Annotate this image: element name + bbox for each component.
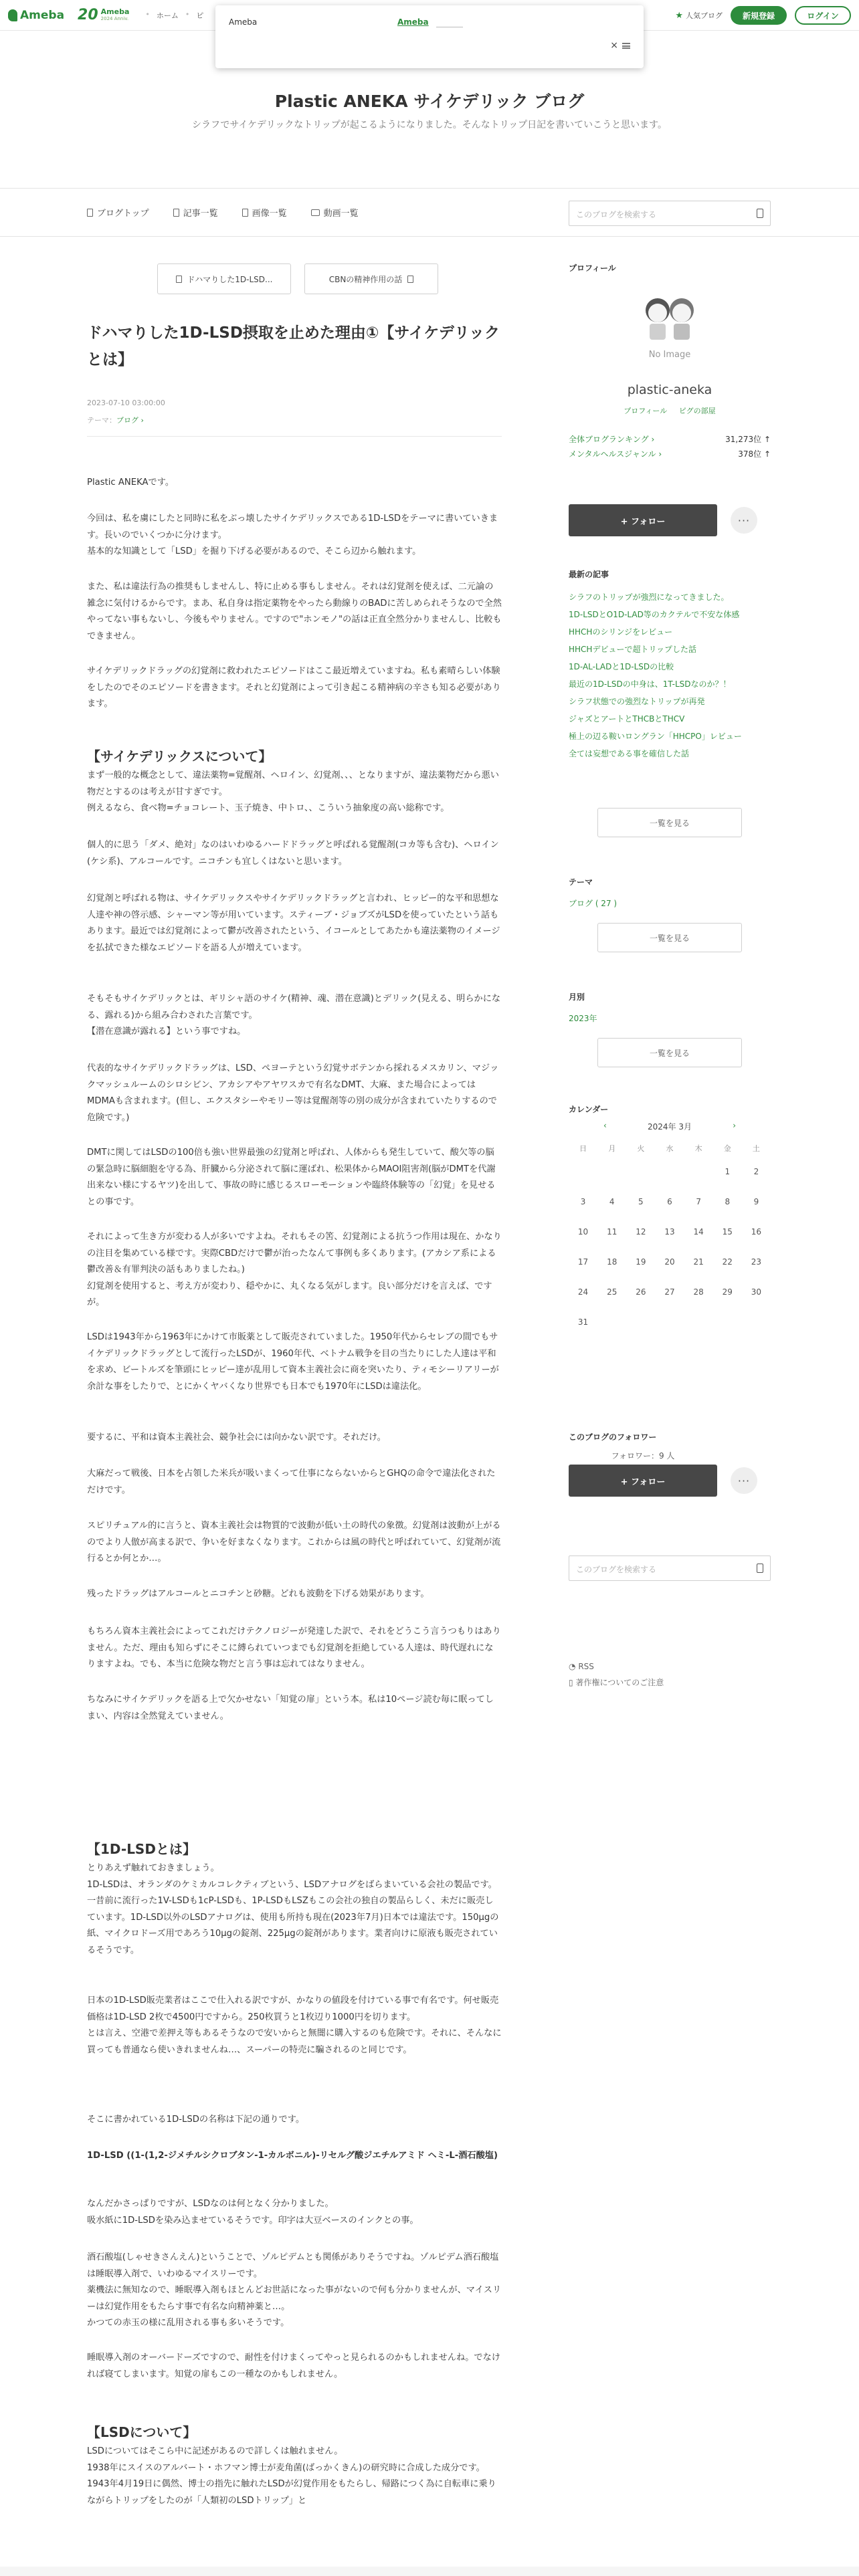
login-button[interactable]: ログイン — [795, 6, 851, 25]
article-paragraph: 要するに、平和は資本主義社会、競争社会には向かない訳です。それだけ。 — [87, 1432, 386, 1442]
popular-blogs-link[interactable] — [675, 10, 723, 21]
article-paragraph: スピリチュアル的に言うと、資本主義社会は物質的で波動が低い土の時代の象徴。幻覚剤は波動が上がるのでより人倣が高まる訳で、争いを好まなくなります。これからは風の時代と呼ばれていて、幻覚剤が流行るとか何とか…。 — [87, 1521, 501, 1564]
global-nav-pigg[interactable]: ピ — [196, 11, 204, 20]
recent-article-link[interactable]: ジャズとアートとTHCBとTHCV — [569, 714, 685, 724]
article-title: ドハマりした1D-LSD摂取を止めた理由①【サイケデリックとは】 — [87, 324, 500, 368]
recent-article-link[interactable]: 1D-AL-LADと1D-LSDの比較 — [569, 662, 674, 671]
crown-icon: ★ — [675, 10, 683, 21]
calendar-day[interactable]: 9 — [753, 1197, 759, 1206]
calendar-day[interactable]: 6 — [667, 1197, 672, 1206]
calendar-day[interactable]: 20 — [664, 1257, 675, 1267]
calendar-day[interactable]: 1 — [725, 1167, 731, 1176]
profile-name[interactable]: plastic-aneka — [627, 383, 712, 397]
calendar-weekday: 金 — [723, 1144, 731, 1153]
global-nav-home[interactable]: ホーム — [156, 11, 179, 20]
calendar-day — [742, 1307, 771, 1337]
recent-article-link[interactable]: HHCHデビューで超トリップした話 — [569, 645, 696, 654]
calendar-day — [597, 1307, 626, 1337]
recent-article-link[interactable]: 極上の辺る鞍いロングラン「HHCPO」レビュー — [569, 732, 742, 741]
calendar-day[interactable]: 22 — [722, 1257, 733, 1267]
ranking-value: 378位 ↑ — [738, 449, 771, 459]
calendar-day[interactable]: 13 — [664, 1227, 675, 1237]
calendar-day[interactable]: 8 — [725, 1197, 731, 1206]
calendar-day[interactable]: 11 — [607, 1227, 617, 1237]
article-paragraph: また、私は違法行為の推奨もしませんし、特に止める事もしません。それは幻覚剤を使えば、二元論の雑念に気付けるからです。まあ、私自身は指定薬物をやったら動線りのBADに苦しめられそうなので全然やってない事もないし、今後もやりません。ですので"ホンモノ"の話は正直全然分かりませんし、比較もできません。 — [87, 582, 502, 641]
blog-search-input[interactable] — [569, 201, 771, 226]
followers-heading: このブログのフォロワー — [569, 1432, 657, 1442]
copyright-label: 著作権についてのご注意 — [575, 1678, 664, 1687]
next-article-button[interactable] — [304, 263, 438, 294]
calendar-month-title — [569, 1121, 771, 1132]
calendar-day[interactable]: 31 — [577, 1317, 589, 1327]
popular-blogs-label: 人気ブログ — [686, 11, 723, 20]
anniversary-badge — [78, 7, 129, 23]
calendar-day[interactable]: 5 — [638, 1197, 644, 1206]
section-heading: 【1D-LSDとは】 — [87, 1841, 196, 1857]
ameba-leaf-icon — [8, 9, 17, 21]
article-paragraph: 日本の1D-LSD販売業者はここで仕入れる訳ですが、かなりの値段を付けている事で有名です。何せ販売価格は1D-LSD 2枚で4500円ですから。250枚買うと1枚辺り1000円を切ります。 とは言え、空港で差押え等もあるそうなので安いからと無闇に購入するのも危険です。それに、そんなに買っても普通なら使いきれませんね…、スーパーの特売に騙されるのと同じです。 — [87, 1996, 502, 2055]
ameba-logo[interactable] — [8, 9, 64, 22]
prev-article-label: ドハマりした1D-LSD... — [187, 274, 273, 284]
nav-video-list[interactable] — [311, 206, 359, 219]
see-all-months-button[interactable]: 一覧を見る — [597, 1038, 742, 1067]
recent-article-link[interactable]: 最近の1D-LSDの中身は、1T-LSDなのか？！ — [569, 679, 731, 689]
search-icon[interactable] — [757, 1564, 763, 1573]
calendar-day[interactable]: 16 — [751, 1227, 762, 1237]
nav-image-list-label: 画像一覧 — [252, 209, 287, 219]
nav-article-list[interactable] — [173, 206, 218, 219]
calendar-day[interactable]: 21 — [693, 1257, 704, 1267]
ranking-label: 全体ブログランキング › — [569, 435, 655, 444]
article-paragraph: 今回は、私を虜にしたと同時に私をぶっ壊したサイケデリックスである1D-LSDをテーマに書いていきます。長いのでいくつかに分けます。 基本的な知識として「LSD」を掘り下げる必要があるので、そこら辺から触れます。 — [87, 514, 498, 556]
recent-article-link[interactable]: シラフ状態での強烈なトリップが再発 — [569, 697, 705, 706]
follow-button-bottom[interactable]: + フォロー — [569, 1465, 717, 1497]
close-icon[interactable]: × — [610, 40, 618, 51]
recent-article-link[interactable]: 全ては妄想である事を確信した話 — [569, 749, 690, 758]
nav-blog-top[interactable] — [87, 206, 149, 219]
calendar-day[interactable]: 26 — [636, 1287, 646, 1297]
article-paragraph: DMTに関してはLSDの100倍も強い世界最強の幻覚剤と呼ばれ、人体からも発生していて、酸欠等の脳の緊急時に脳細胞を守る為、肝臓から分泌されて脳に運ばれ、松果体からMAOI阻害剤(脳がDMTを代謝出来ない様にするヤツ)を出して、事故の時に感じるスローモーションや臨終体験等の「幻覚」を見せるとの事です。 — [87, 1148, 496, 1207]
sidebar-search-input[interactable] — [569, 1555, 771, 1581]
theme-heading: テーマ — [569, 877, 593, 887]
nav-blog-top-label: ブログトップ — [97, 209, 149, 219]
prev-article-button[interactable] — [157, 263, 291, 294]
month-link[interactable]: 2023年 — [569, 1014, 597, 1023]
article-theme-link[interactable]: ブログ — [116, 416, 138, 425]
copyright-link[interactable] — [569, 1675, 664, 1691]
article-pager — [157, 263, 438, 294]
popup-dialog — [215, 5, 644, 68]
calendar-day[interactable]: 17 — [577, 1257, 589, 1267]
popup-link[interactable]: Ameba — [397, 17, 429, 27]
calendar-day — [597, 1157, 626, 1187]
calendar-weekday: 水 — [666, 1144, 674, 1153]
anniversary-name: Ameba — [100, 7, 130, 16]
calendar-prev-icon[interactable]: ‹ — [603, 1121, 607, 1130]
sidebar-footer-links — [569, 1658, 664, 1691]
rss-link[interactable] — [569, 1658, 664, 1675]
more-options-button-bottom[interactable]: ··· — [731, 1467, 757, 1494]
see-all-themes-button[interactable]: 一覧を見る — [597, 923, 742, 952]
article-paragraph: なんだかさっぱりですが、LSDなのは何となく分かりました。 吸水紙に1D-LSDを染み込ませているそうです。印字は大豆ベースのインクとの事。 — [87, 2199, 419, 2226]
calendar-grid — [569, 1141, 771, 1337]
calendar-day — [713, 1307, 742, 1337]
calendar-day[interactable]: 14 — [693, 1227, 704, 1237]
article-paragraph: ちなみにサイケデリックを語る上で欠かせない「知覚の扉」という本。私は10ページ読む毎に眠ってしまい、内容は全然覚えていません。 — [87, 1695, 494, 1721]
calendar-day[interactable]: 19 — [636, 1257, 646, 1267]
anniversary-sub: 2024 Anniv. — [100, 15, 129, 21]
ameba-logo-text: Ameba — [20, 8, 65, 22]
article-paragraph: まず一般的な概念として、違法薬物=覚醒剤、ヘロイン、幻覚剤、、、となりますが、違法薬物だから悪い物だとするのは考えが甘すぎです。 例えるなら、食べ物=チョコレート、玉子焼き、中トロ、、こういう抽象度の高い総称です。 — [87, 770, 499, 813]
no-image-text: No Image — [648, 350, 691, 360]
article-paragraph: 酒石酸塩(しゃせきさんえん)ということで、ゾルピデムとも関係がありそうですね。ゾルピデム酒石酸塩は睡眠導入剤で、いわゆるマイスリーです。 薬機法に無知なので、睡眠導入剤もほとんどお世話になった事がないので何も分かりませんが、マイスリーは幻覚作用をもたらす事で有名な向精神薬と…。 かつての赤玉の様に乱用される事も多いそうです。 — [87, 2252, 502, 2328]
search-icon[interactable] — [757, 209, 763, 218]
calendar-day — [655, 1157, 684, 1187]
blog-nav — [0, 188, 859, 237]
ranking-value: 31,273位 ↑ — [725, 435, 771, 444]
calendar-day[interactable]: 3 — [580, 1197, 586, 1206]
signup-button[interactable]: 新規登録 — [731, 6, 787, 25]
month-heading: 月別 — [569, 992, 585, 1002]
rss-label: RSS — [578, 1662, 594, 1671]
calendar-day — [684, 1157, 713, 1187]
calendar-weekday: 火 — [637, 1144, 645, 1153]
header-actions — [675, 6, 851, 25]
no-image-avatar-icon — [630, 290, 710, 364]
image-icon — [242, 209, 248, 217]
nav-video-list-label: 動画一覧 — [323, 209, 359, 219]
see-all-articles-button[interactable]: 一覧を見る — [597, 808, 742, 837]
calendar-day[interactable]: 4 — [609, 1197, 615, 1206]
calendar-weekday: 木 — [694, 1144, 702, 1153]
video-icon — [311, 209, 320, 216]
article-paragraph: LSDについてはそこら中に記述があるので詳しくは触れません。 1938年にスイスのアルバート・ホフマン博士が麦角菌(ばっかくきん)の研究時に合成した成分です。1943年4月19日に偶然、博士の指先に触れたLSDが幻覚作用をもたらし、帰路につく為に自転車に乗りながらトリップをしたのが「人類初のLSDトリップ」と — [87, 2446, 496, 2506]
list-icon — [173, 209, 179, 217]
calendar-day[interactable]: 29 — [722, 1287, 733, 1297]
more-options-button[interactable]: ··· — [731, 507, 757, 534]
article-paragraph: とりあえず触れておきましょう。 1D-LSDは、オランダのケミカルコレクティブという、LSDアナログをばらまいている会社の製品です。 一昔前に流行った1V-LSDも1cP-LSDも、1P-LSDもLSZもこの会社の独自の製品らしく、未だに販売しています。1D-LSD以外のLSDアナログは、使用も所持も現在(2023年7月)日本では違法です。150μgの紙、マイクロドーズ用であろう10μgの錠剤、225μgの錠剤があります。業者向けに原液も販売されているそうです。 — [87, 1863, 499, 1955]
recent-article-link[interactable]: HHCHのシリンジをレビュー — [569, 627, 673, 637]
document-icon — [407, 276, 413, 283]
calendar-day[interactable]: 7 — [696, 1197, 701, 1206]
profile-heading: プロフィール — [569, 263, 616, 273]
calendar-day[interactable]: 27 — [664, 1287, 675, 1297]
recent-article-link[interactable]: 1D-LSDとO1D-LAD等のカクテルで不安な体感 — [569, 610, 740, 619]
calendar-day — [655, 1307, 684, 1337]
document-icon — [87, 209, 93, 217]
rss-icon: ◔ — [569, 1662, 576, 1671]
page-footer-strip — [0, 2567, 859, 2576]
blog-search-placeholder: このブログを検索する — [576, 210, 657, 219]
recent-article-link[interactable]: シラフのトリップが強烈になってきました。 — [569, 593, 729, 602]
calendar-weekday: 日 — [579, 1144, 587, 1153]
avatar[interactable] — [630, 290, 710, 364]
nav-article-list-label: 記事一覧 — [183, 209, 218, 219]
popup-title: Ameba — [229, 17, 258, 27]
theme-link[interactable]: ブログ ( 27 ) — [569, 899, 617, 908]
calendar-heading: カレンダー — [569, 1105, 609, 1114]
calendar-day[interactable]: 24 — [577, 1287, 589, 1297]
document-icon — [176, 276, 182, 283]
article-divider — [87, 436, 502, 437]
nav-separator: • — [145, 9, 150, 19]
global-nav — [145, 10, 203, 21]
article-paragraph: 幻覚剤と呼ばれる物は、サイケデリックスやサイケデリックドラッグと言われ、ヒッピー的な平和思想な人達や神の啓示感、シャーマン等が用いています。スティーブ・ジョブズがLSDを使っていたという話もあります。最近では幻覚剤によって鬱が改善されたという、イコールとしてあたかも違法薬物のイメージを払拭できた様なエピソードを語る人が増えています。 — [87, 893, 500, 953]
popup-controls — [610, 40, 630, 51]
sidebar-search-placeholder: このブログを検索する — [576, 1565, 657, 1574]
menu-icon[interactable] — [622, 43, 630, 49]
article-paragraph: Plastic ANEKAです。 — [87, 477, 175, 488]
pigg-room-link[interactable]: ピグの部屋 — [678, 407, 716, 415]
calendar-day — [626, 1157, 655, 1187]
calendar-weekday: 土 — [752, 1144, 760, 1153]
calendar-day[interactable]: 18 — [607, 1257, 617, 1267]
article-paragraph: もちろん資本主義社会によってこれだけテクノロジーが発達した訳で、それをどうこう言うつもりはありません。ただ、理由も知らずにそこに縛られていつまでも幻覚剤を拒絶している人達は、時代遅れになりますよね。でも、本当に危険な物だと言う事は忘れてはなりません。 — [87, 1626, 501, 1669]
calendar-day[interactable]: 12 — [636, 1227, 646, 1237]
calendar-day[interactable]: 2 — [753, 1167, 759, 1176]
calendar-day — [684, 1307, 713, 1337]
follow-button[interactable]: + フォロー — [569, 504, 717, 536]
document-icon: ▯ — [569, 1678, 573, 1687]
calendar-day[interactable]: 15 — [722, 1227, 733, 1237]
article-paragraph: LSDは1943年から1963年にかけて市販薬として販売されていました。1950年代からセレブの間でもサイケデリックドラッグとして流行ったLSDが、1960年代、ベトナム戦争を目の当たりにした人達は平和を求め、ビートルズを筆頭にヒッピー達が乱用して資本主義社会に商を突いたり、ティモシーリアリーが余計な事をしたりで、とにかくヤバくなり世界でも日本でも1970年にLSDは違法化。 — [87, 1332, 499, 1392]
nav-separator: • — [185, 9, 190, 19]
article-paragraph: 代表的なサイケデリックドラッグは、LSD、ペヨーテという幻覚サボテンから採れるメスカリン、マジックマッシュルームのシロシビン、アカシアやアヤワスカで有名なDMT、大麻、また場合によってはMDMAも含まれます。(但し、エクスタシーやモリー等は覚醒剤等の別の成分が含まれていたりするので危険です。) — [87, 1063, 499, 1123]
calendar-day[interactable]: 28 — [693, 1287, 704, 1297]
calendar-day[interactable]: 25 — [607, 1287, 617, 1297]
blog-title[interactable]: Plastic ANEKA サイケデリック ブログ — [274, 92, 585, 111]
ranking-list — [569, 432, 771, 461]
recent-articles-list — [569, 588, 771, 762]
calendar-month-label: 2024年 3月 — [648, 1122, 692, 1132]
next-article-label: CBNの精神作用の話 — [328, 274, 403, 284]
article-paragraph: そこに書かれている1D-LSDの名称は下記の通りです。 — [87, 2115, 305, 2125]
article-paragraph: 個人的に思う「ダメ、絶対」なのはいわゆるハードドラッグと呼ばれる覚醒剤(コカ等も含む)、ヘロイン(ケシ系)、アルコールです。ニコチンも宜しくはないと思います。 — [87, 840, 499, 867]
ranking-label: メンタルヘルスジャンル › — [569, 449, 662, 459]
calendar-day[interactable]: 10 — [577, 1227, 589, 1237]
calendar-day — [569, 1157, 597, 1187]
blog-description: シラフでサイケデリックなトリップが起こるようになりました。そんなトリップ日記を書いていこうと思います。 — [191, 120, 668, 130]
blog-nav-items — [87, 206, 359, 219]
calendar-day[interactable]: 23 — [751, 1257, 762, 1267]
article-paragraph: 残ったドラッグはアルコールとニコチンと砂糖。どれも波動を下げる効果があります。 — [87, 1589, 430, 1599]
anniversary-number: 20 — [78, 7, 98, 23]
article-paragraph: それによって生き方が変わる人が多いですよね。それもその筈、幻覚剤による抗うつ作用は現在、かなりの注目を集めている様です。実際CBDだけで鬱が治ったなんて事例も多くあります。(アカシア系による鬱改善＆有罪判決の話もありましたね。) 幻覚剤を使用すると、考え方が変わり、穏やかに、丸くなる気がします。良い部分だけを言えば、ですが。 — [87, 1232, 502, 1307]
article-date: 2023-07-10 03:00:00 — [87, 399, 165, 407]
recent-heading: 最新の記事 — [569, 570, 609, 579]
article-theme-label: テーマ： — [87, 416, 116, 425]
profile-links — [569, 405, 771, 416]
anniversary-text — [101, 8, 130, 23]
article-theme: テーマ：ブログ › — [87, 416, 144, 425]
calendar-next-icon[interactable]: › — [733, 1121, 736, 1130]
article-paragraph: サイケデリックドラッグの幻覚剤に救われたエピソードはここ最近増えていますね。私も素晴らしい体験をしたのでそのエピソードを書きます。それと幻覚剤によって引き起こる精神病の辛さも知る必要があります。 — [87, 666, 501, 709]
article-paragraph: そもそもサイケデリックとは、ギリシャ語のサイケ(精神、魂、潜在意識)とデリック(見える、明らかになる、露れる)から組み合わされた言葉です。 【潜在意識が露れる】という事ですね。 — [87, 994, 501, 1037]
nav-image-list[interactable] — [242, 206, 287, 219]
profile-link[interactable]: プロフィール — [624, 407, 668, 415]
article-paragraph: 大麻だって戦後、日本を占領した米兵が吸いまくって仕事にならないからとGHQの命令で違法化されただけです。 — [87, 1469, 496, 1495]
article-paragraph: 睡眠導入剤のオーバードーズですので、耐性を付けまくってやっと見られるのかもしれませんね。でなければ寝てしまいます。知覚の扉もこの一種なのかもしれません。 — [87, 2353, 500, 2379]
calendar-day[interactable]: 30 — [751, 1287, 762, 1297]
section-heading: 【LSDについて】 — [87, 2424, 197, 2440]
ranking-row[interactable] — [569, 432, 771, 447]
chemical-name: 1D-LSD ((1-(1,2-ジメチルシクロブタン-1-カルボニル)-リセルグ酸ジエチルアミド ヘミ-L-酒石酸塩) — [87, 2151, 498, 2161]
calendar-day — [626, 1307, 655, 1337]
followers-count[interactable]: フォロワー：9 人 — [611, 1451, 675, 1461]
section-heading: 【サイケデリックスについて】 — [87, 748, 272, 764]
calendar-weekday: 月 — [608, 1144, 616, 1153]
ranking-row[interactable] — [569, 447, 771, 461]
